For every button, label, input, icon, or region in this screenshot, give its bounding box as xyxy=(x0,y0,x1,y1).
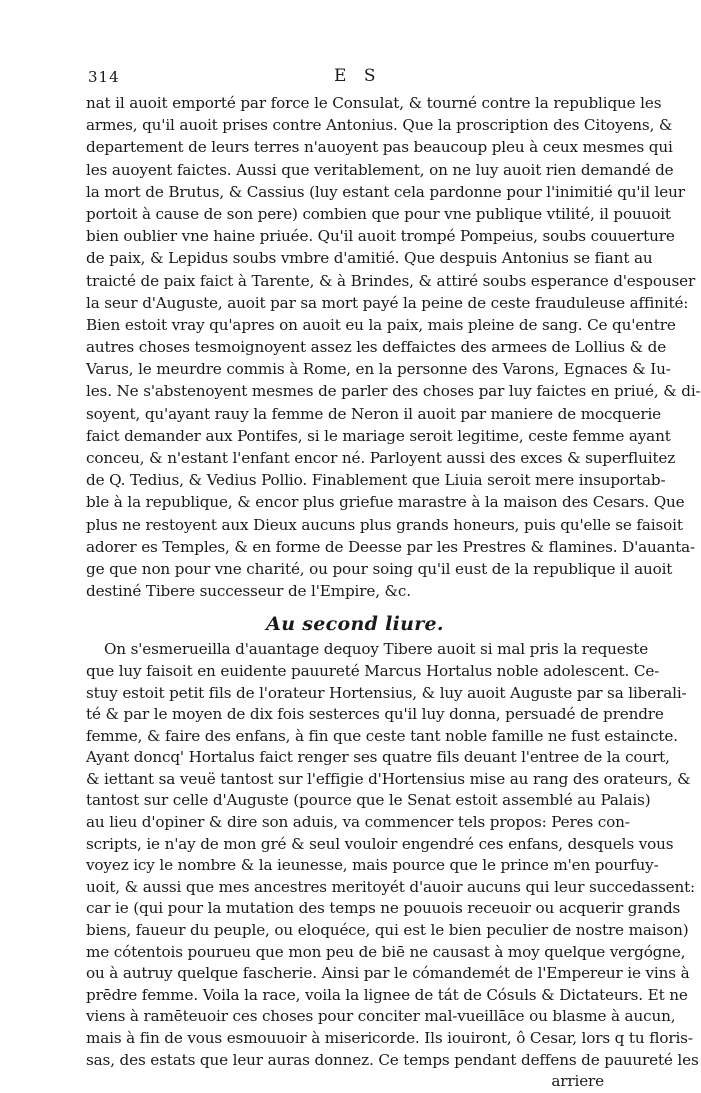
text-line: mais à fin de vous esmouuoir à misericorde. Ils iouiront, ô Cesar, lors q tu floris- xyxy=(86,1029,693,1047)
text-line: ble à la republique, & encor plus griefue marastre à la maison des Cesars. Que xyxy=(86,493,685,512)
text-line: soyent, qu'ayant rauy la femme de Neron il auoit par maniere de mocquerie xyxy=(86,404,661,423)
text-line: traicté de paix faict à Tarente, & à Brindes, & attiré soubs esperance d'espouser xyxy=(86,271,696,290)
text-line: autres choses tesmoignoyent assez les deffaictes des armees de Lollius & de xyxy=(86,338,667,357)
text-line: departement de leurs terres n'auoyent pas beaucoup pleu à ceux mesmes qui xyxy=(86,138,673,157)
text-line: sas, des estats que leur auras donnez. Ce temps pendant deffens de pauureté les xyxy=(86,1050,699,1069)
text-line: faict demander aux Pontifes, si le mariage seroit legitime, ceste femme ayant xyxy=(86,426,671,445)
running-head: E S xyxy=(334,66,382,86)
text-line: voyez icy le nombre & la ieunesse, mais pource que le prince m'en pourfuy- xyxy=(86,856,659,875)
text-line: au lieu d'opiner & dire son aduis, va commencer tels propos: Peres con- xyxy=(86,813,630,832)
catchword: arriere xyxy=(551,1072,604,1091)
section-heading: Au second liure. xyxy=(266,613,444,636)
text-line: femme, & faire des enfans, à fin que ceste tant noble famille ne fust estaincte. xyxy=(86,726,678,745)
text-line: stuy estoit petit fils de l'orateur Hortensius, & luy auoit Auguste par sa liberali- xyxy=(86,683,687,702)
text-line: ou à autruy quelque fascherie. Ainsi par le cómandemét de l'Empereur ie vins à xyxy=(86,964,690,983)
section-one-paragraph xyxy=(86,92,701,602)
text-line: biens, faueur du peuple, ou eloquéce, qui est le bien peculier de nostre maison) xyxy=(86,921,689,940)
page-header xyxy=(88,68,608,92)
text-block xyxy=(86,92,701,1093)
text-line: armes, qu'il auoit prises contre Antonius. Que la proscription des Citoyens, & xyxy=(86,116,673,135)
text-line: conceu, & n'estant l'enfant encor né. Parloyent aussi des exces & superfluitez xyxy=(86,449,676,467)
text-line: té & par le moyen de dix fois sesterces qu'il luy donna, persuadé de prendre xyxy=(86,705,664,724)
text-line: viens à ramēteuoir ces choses pour conciter mal-vueillāce ou blasme à aucun, xyxy=(86,1007,676,1026)
text-line: plus ne restoyent aux Dieux aucuns plus grands honeurs, puis qu'elle se faisoit xyxy=(86,515,683,534)
text-line: On s'esmerueilla d'auantage dequoy Tibere auoit si mal pris la requeste xyxy=(104,640,649,659)
text-line: uoit, & aussi que mes ancestres meritoyét d'auoir aucuns qui leur succedassent: xyxy=(86,877,696,896)
text-line: de Q. Tedius, & Vedius Pollio. Finablement que Liuia seroit mere insuportab- xyxy=(86,471,666,490)
text-line: Bien estoit vray qu'apres on auoit eu la paix, mais pleine de sang. Ce qu'entre xyxy=(86,315,676,334)
text-line: la mort de Brutus, & Cassius (luy estant cela pardonne pour l'inimitié qu'il leur xyxy=(86,182,685,201)
text-line: ge que non pour vne charité, ou pour soing qu'il eust de la republique il auoit xyxy=(86,559,673,578)
text-line: destiné Tibere successeur de l'Empire, &c. xyxy=(86,582,411,601)
page-number: 314 xyxy=(88,68,120,86)
text-line: Varus, le meurdre commis à Rome, en la personne des Varons, Egnaces & Iu- xyxy=(86,360,671,379)
text-line: adorer es Temples, & en forme de Deesse par les Prestres & flamines. D'auanta- xyxy=(86,537,696,556)
section-two-paragraph xyxy=(86,639,699,1092)
text-line: prēdre femme. Voila la race, voila la lignee de tát de Cósuls & Dictateurs. Et ne xyxy=(86,985,688,1004)
text-line: les. Ne s'abstenoyent mesmes de parler des choses par luy faictes en priué, & di- xyxy=(86,382,701,401)
text-line: nat il auoit emporté par force le Consulat, & tourné contre la republique les xyxy=(86,94,662,112)
text-line: bien oublier vne haine priuée. Qu'il auoit trompé Pompeius, soubs couuerture xyxy=(86,227,675,246)
text-line: Ayant doncq' Hortalus faict renger ses quatre fils deuant l'entree de la court, xyxy=(86,748,670,767)
text-line: car ie (qui pour la mutation des temps ne pouuois receuoir ou acquerir grands xyxy=(86,899,681,918)
text-line: tantost sur celle d'Auguste (pource que le Senat estoit assemblé au Palais) xyxy=(86,791,651,810)
text-line: les auoyent faictes. Aussi que veritablement, on ne luy auoit rien demandé de xyxy=(86,160,674,179)
text-line: me cótentois pourueu que mon peu de biē ne causast à moy quelque vergógne, xyxy=(86,942,686,961)
text-line: scripts, ie n'ay de mon gré & seul vouloir engendré ces enfans, desquels vous xyxy=(86,834,674,853)
text-line: la seur d'Auguste, auoit par sa mort payé la peine de ceste frauduleuse affinité: xyxy=(86,293,689,312)
text-line: portoit à cause de son pere) combien que pour vne publique vtilité, il pouuoit xyxy=(86,204,671,223)
text-line: de paix, & Lepidus soubs vmbre d'amitié. Que despuis Antonius se fiant au xyxy=(86,249,653,268)
text-line: que luy faisoit en euidente pauureté Marcus Hortalus noble adolescent. Ce- xyxy=(86,661,660,680)
text-line: & iettant sa veuë tantost sur l'effigie d'Hortensius mise au rang des orateurs, & xyxy=(86,769,691,788)
